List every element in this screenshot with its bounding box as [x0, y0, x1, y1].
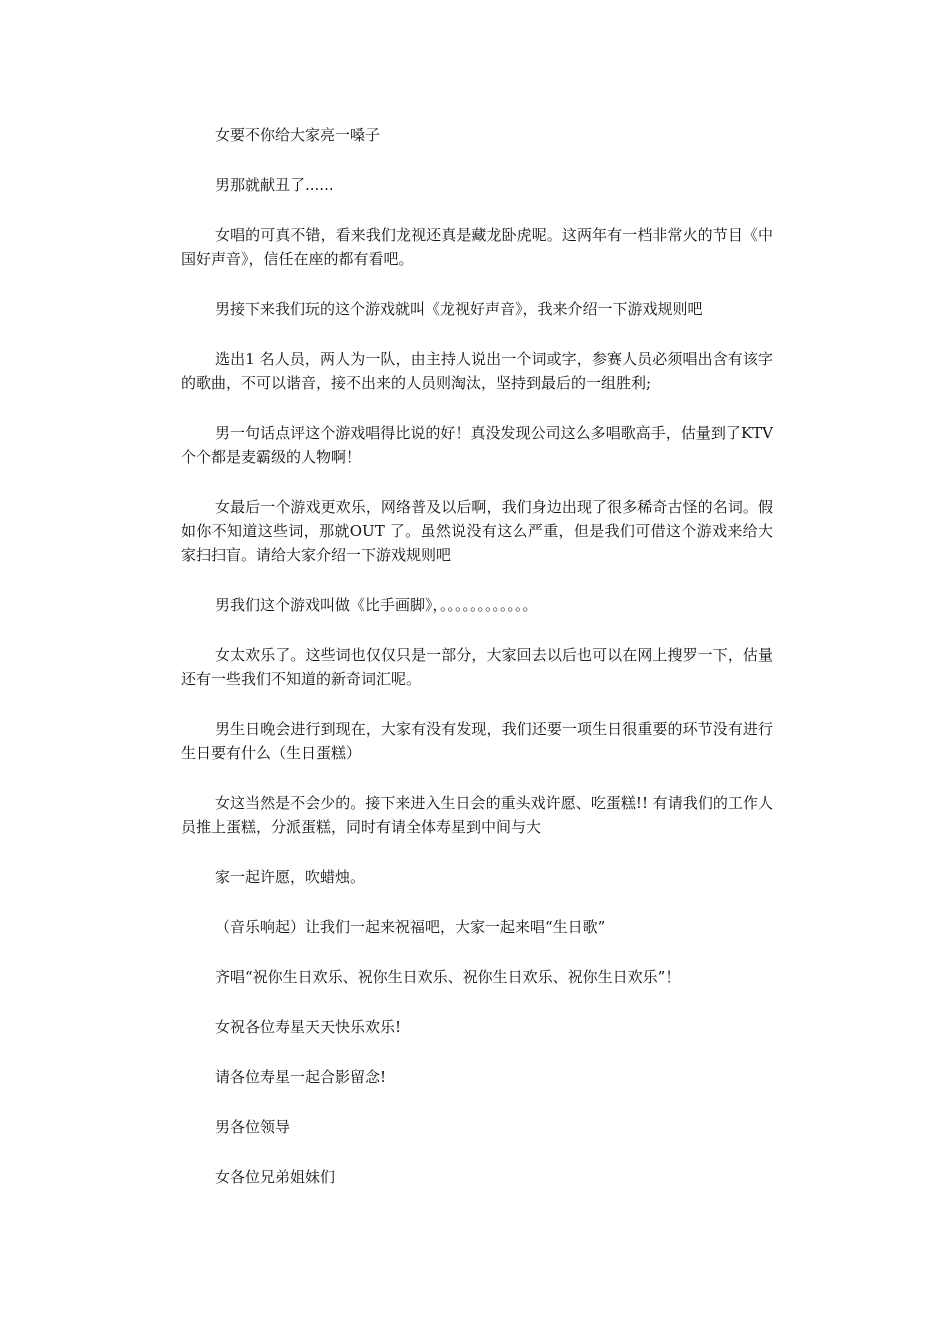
paragraph-2: 男那就献丑了...... [215, 176, 334, 194]
paragraph-16: 请各位寿星一起合影留念! [215, 1068, 387, 1086]
paragraph-1: 女要不你给大家亮一嗓子 [215, 126, 381, 144]
paragraph-14: 齐唱“祝你生日欢乐、祝你生日欢乐、祝你生日欢乐、祝你生日欢乐”！ [215, 968, 681, 986]
paragraph-18: 女各位兄弟姐妹们 [215, 1168, 336, 1186]
paragraph-15: 女祝各位寿星天天快乐欢乐! [215, 1018, 402, 1036]
paragraph-9: 女太欢乐了。这些词也仅仅只是一部分，大家回去以后也可以在网上搜罗一下，估量还有一些我们不知道的新奇词汇呢。 [181, 646, 773, 688]
paragraph-13: （音乐响起）让我们一起来祝福吧，大家一起来唱“生日歌” [215, 918, 606, 936]
paragraph-7: 女最后一个游戏更欢乐，网络普及以后啊，我们身边出现了很多稀奇古怪的名词。假如你不知道这些词，那就OUT 了。虽然说没有这么严重，但是我们可借这个游戏来给大家扫扫盲。请给大家介绍一下游戏规则吧 [181, 498, 773, 564]
paragraph-12: 家一起许愿，吹蜡烛。 [215, 868, 366, 886]
paragraph-6: 男一句话点评这个游戏唱得比说的好！真没发现公司这么多唱歌高手，估量到了KTV 个个都是麦霸级的人物啊！ [181, 424, 773, 466]
paragraph-11: 女这当然是不会少的。接下来进入生日会的重头戏许愿、吃蛋糕!! 有请我们的工作人员推上蛋糕，分派蛋糕，同时有请全体寿星到中间与大 [181, 794, 773, 836]
paragraph-3: 女唱的可真不错，看来我们龙视还真是藏龙卧虎呢。这两年有一档非常火的节目《中国好声音》，信任在座的都有看吧。 [181, 226, 773, 268]
paragraph-8: 男我们这个游戏叫做《比手画脚》，。。。。。。。。。。。。 [215, 596, 538, 614]
paragraph-4: 男接下来我们玩的这个游戏就叫《龙视好声音》，我来介绍一下游戏规则吧 [215, 300, 703, 318]
paragraph-10: 男生日晚会进行到现在，大家有没有发现，我们还要一项生日很重要的环节没有进行生日要有什么（生日蛋糕） [181, 720, 773, 762]
document-body [181, 123, 773, 1189]
paragraph-17: 男各位领导 [215, 1118, 291, 1136]
paragraph-5: 选出1 名人员，两人为一队，由主持人说出一个词或字，参赛人员必须唱出含有该字的歌曲，不可以谐音，接不出来的人员则淘汰，坚持到最后的一组胜利; [181, 350, 773, 392]
